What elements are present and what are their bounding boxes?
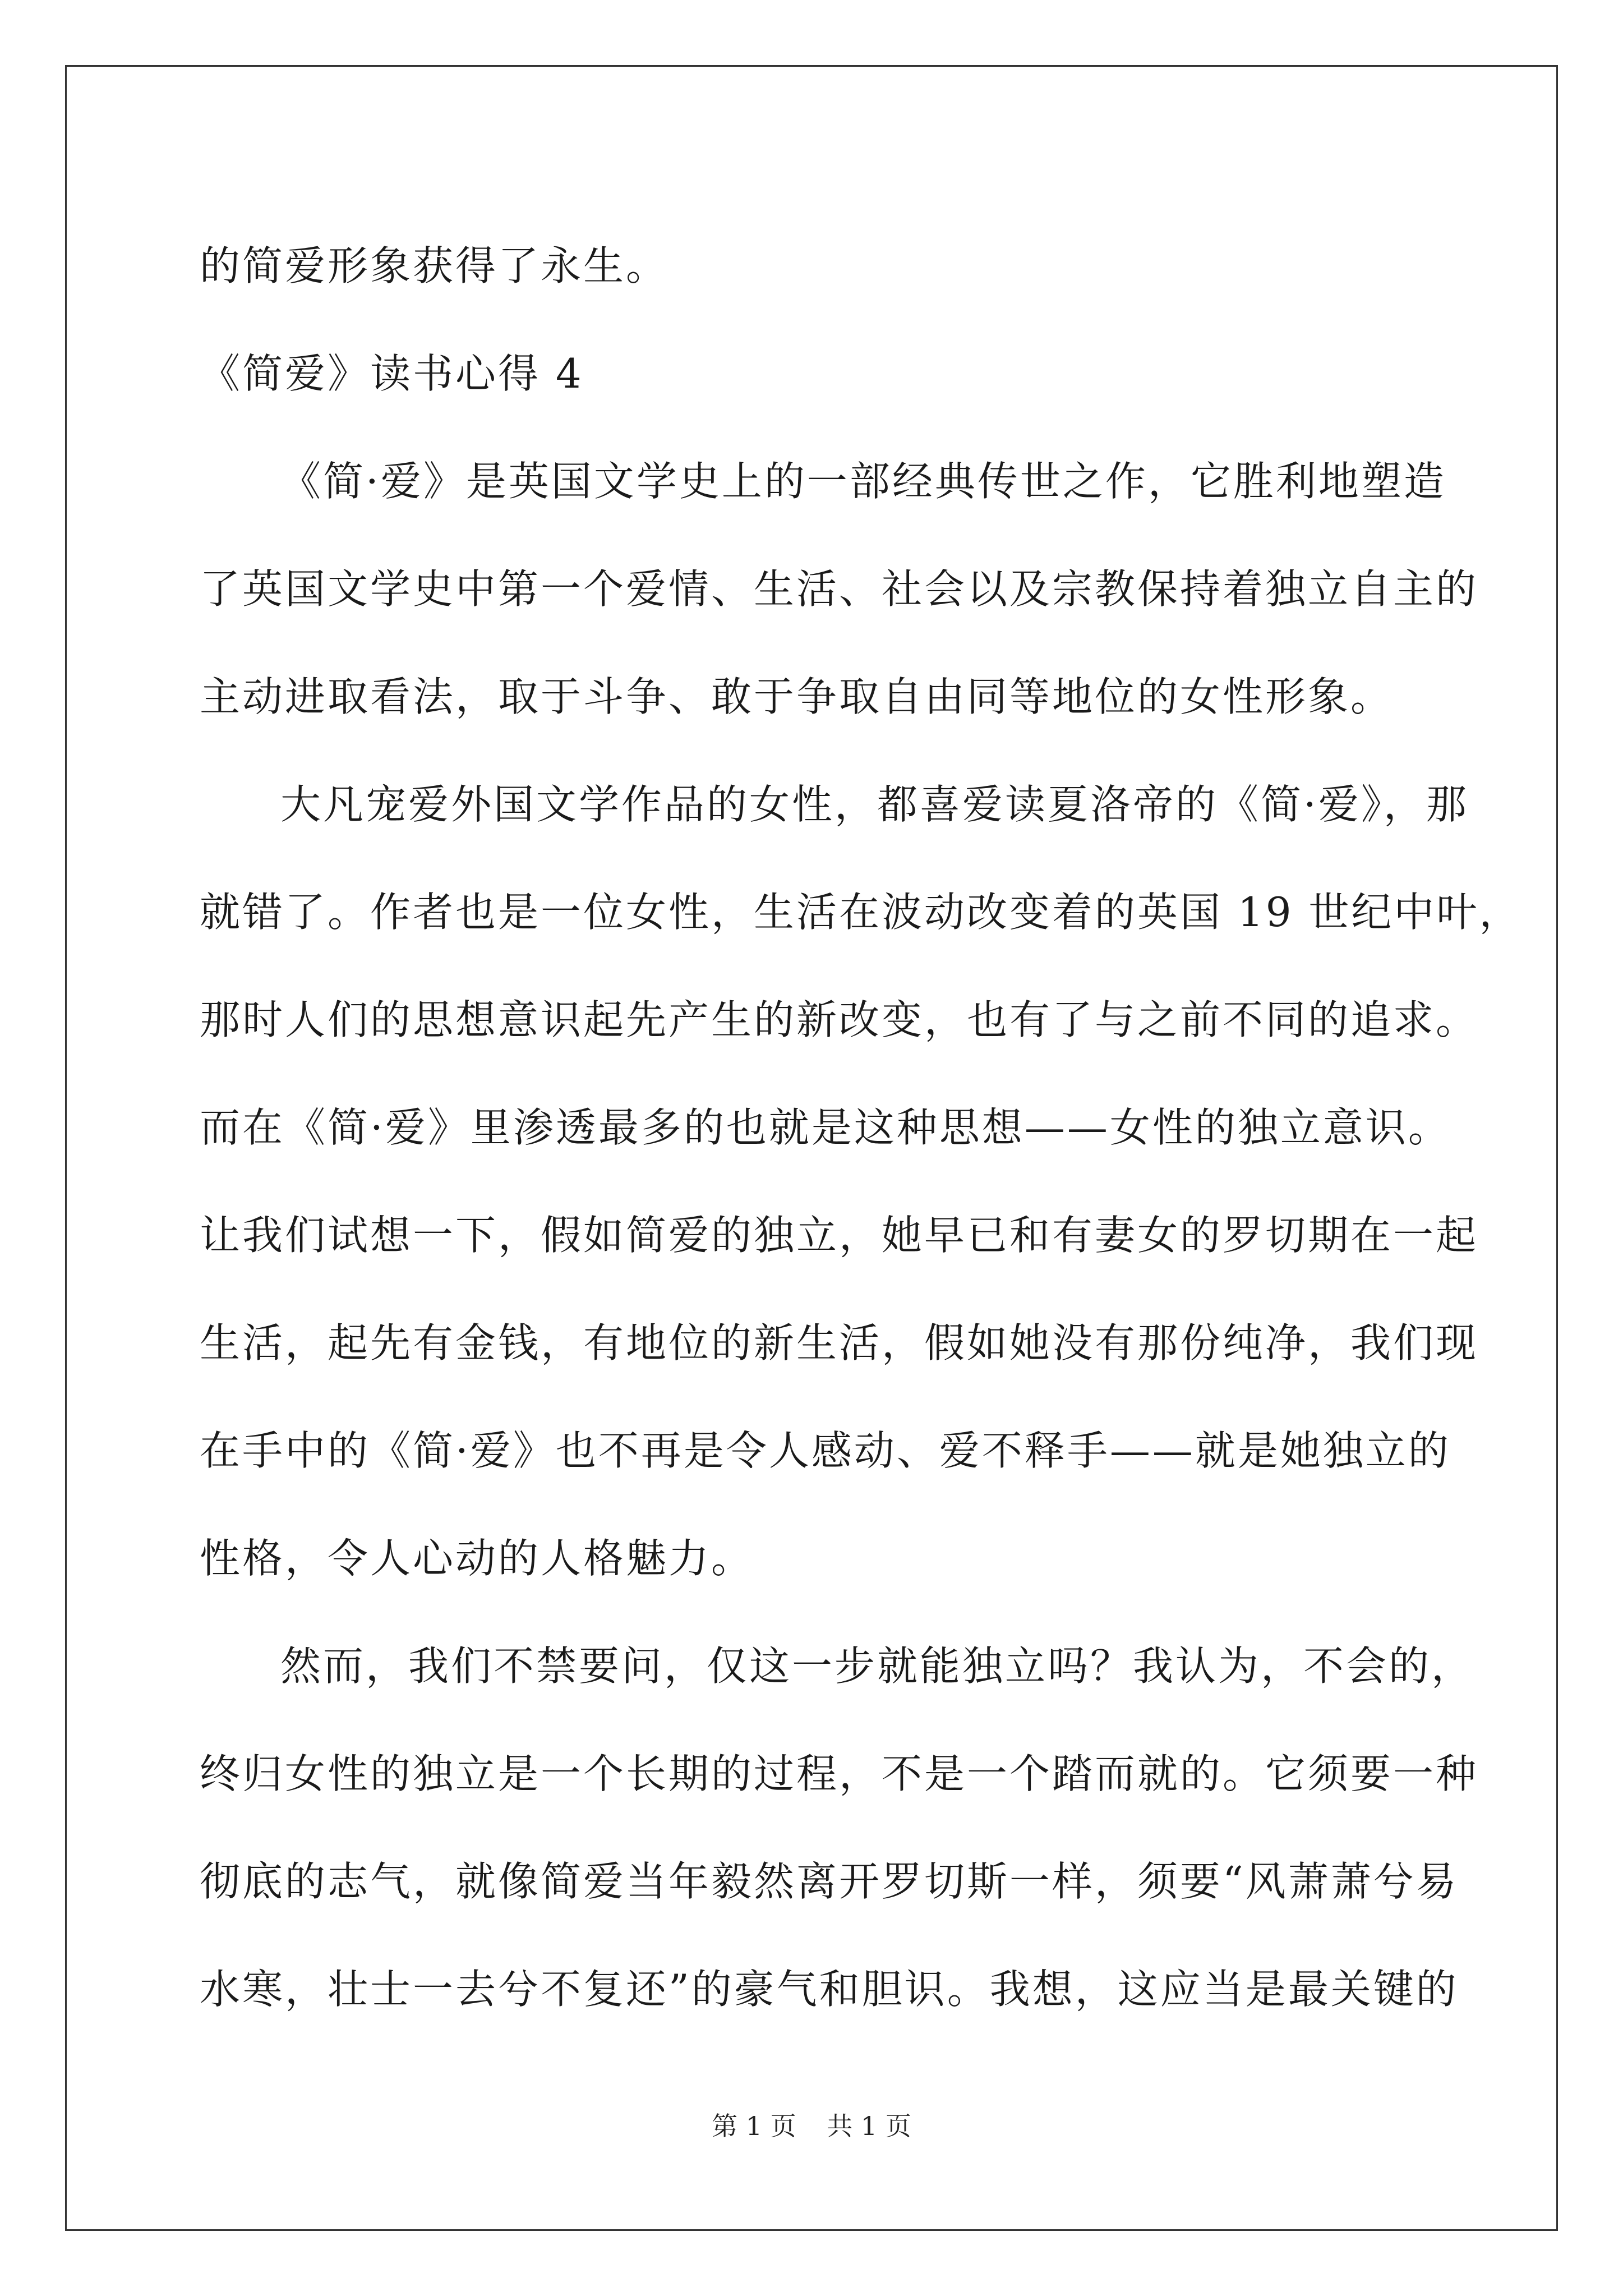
paragraph-3-line: 终归女性的独立是一个长期的过程，不是一个踏而就的。它须要一种: [200, 1750, 1479, 1797]
paragraph-2-line: 让我们试想一下，假如简爱的独立，她早已和有妻女的罗切期在一起: [200, 1212, 1479, 1259]
document-body: [200, 212, 1522, 2043]
paragraph-1-line: 《简·爱》是英国文学史上的一部经典传世之作，它胜利地塑造: [280, 458, 1446, 505]
section-heading: 《简爱》读书心得 4: [200, 350, 584, 397]
paragraph-2-line: 大凡宠爱外国文学作品的女性，都喜爱读夏洛帝的《简·爱》，那: [280, 781, 1469, 828]
page-total: 共 1 页: [827, 2111, 911, 2141]
page-number: 第 1 页: [712, 2111, 796, 2141]
paragraph-3-line: 彻底的志气，就像简爱当年毅然离开罗切斯一样，须要“风萧萧兮易: [200, 1858, 1459, 1905]
paragraph-2-line: 在手中的《简·爱》也不再是令人感动、爱不释手——就是她独立的: [200, 1427, 1451, 1474]
paragraph-2-line: 生活，起先有金钱，有地位的新生活，假如她没有那份纯净，我们现: [200, 1319, 1479, 1366]
paragraph-2-line: 那时人们的思想意识起先产生的新改变，也有了与之前不同的追求。: [200, 996, 1479, 1043]
paragraph-2-line: 而在《简·爱》里渗透最多的也就是这种思想——女性的独立意识。: [200, 1104, 1451, 1151]
paragraph-3-line: 然而，我们不禁要问，仅这一步就能独立吗？我认为，不会的，: [280, 1642, 1474, 1690]
paragraph-1-line: 了英国文学史中第一个爱情、生活、社会以及宗教保持着独立自主的: [200, 565, 1479, 613]
paragraph-2-line: 性格，令人心动的人格魅力。: [200, 1535, 754, 1582]
body-line: 的简爱形象获得了永生。: [200, 242, 669, 289]
page-footer: [0, 2109, 1623, 2143]
paragraph-3-line: 水寒，壮士一去兮不复还”的豪气和胆识。我想，这应当是最关键的: [200, 1966, 1459, 2013]
paragraph-2-line: 就错了。作者也是一位女性，生活在波动改变着的英国 19 世纪中叶，: [200, 889, 1522, 936]
paragraph-1-line: 主动进取看法，取于斗争、敢于争取自由同等地位的女性形象。: [200, 673, 1394, 720]
